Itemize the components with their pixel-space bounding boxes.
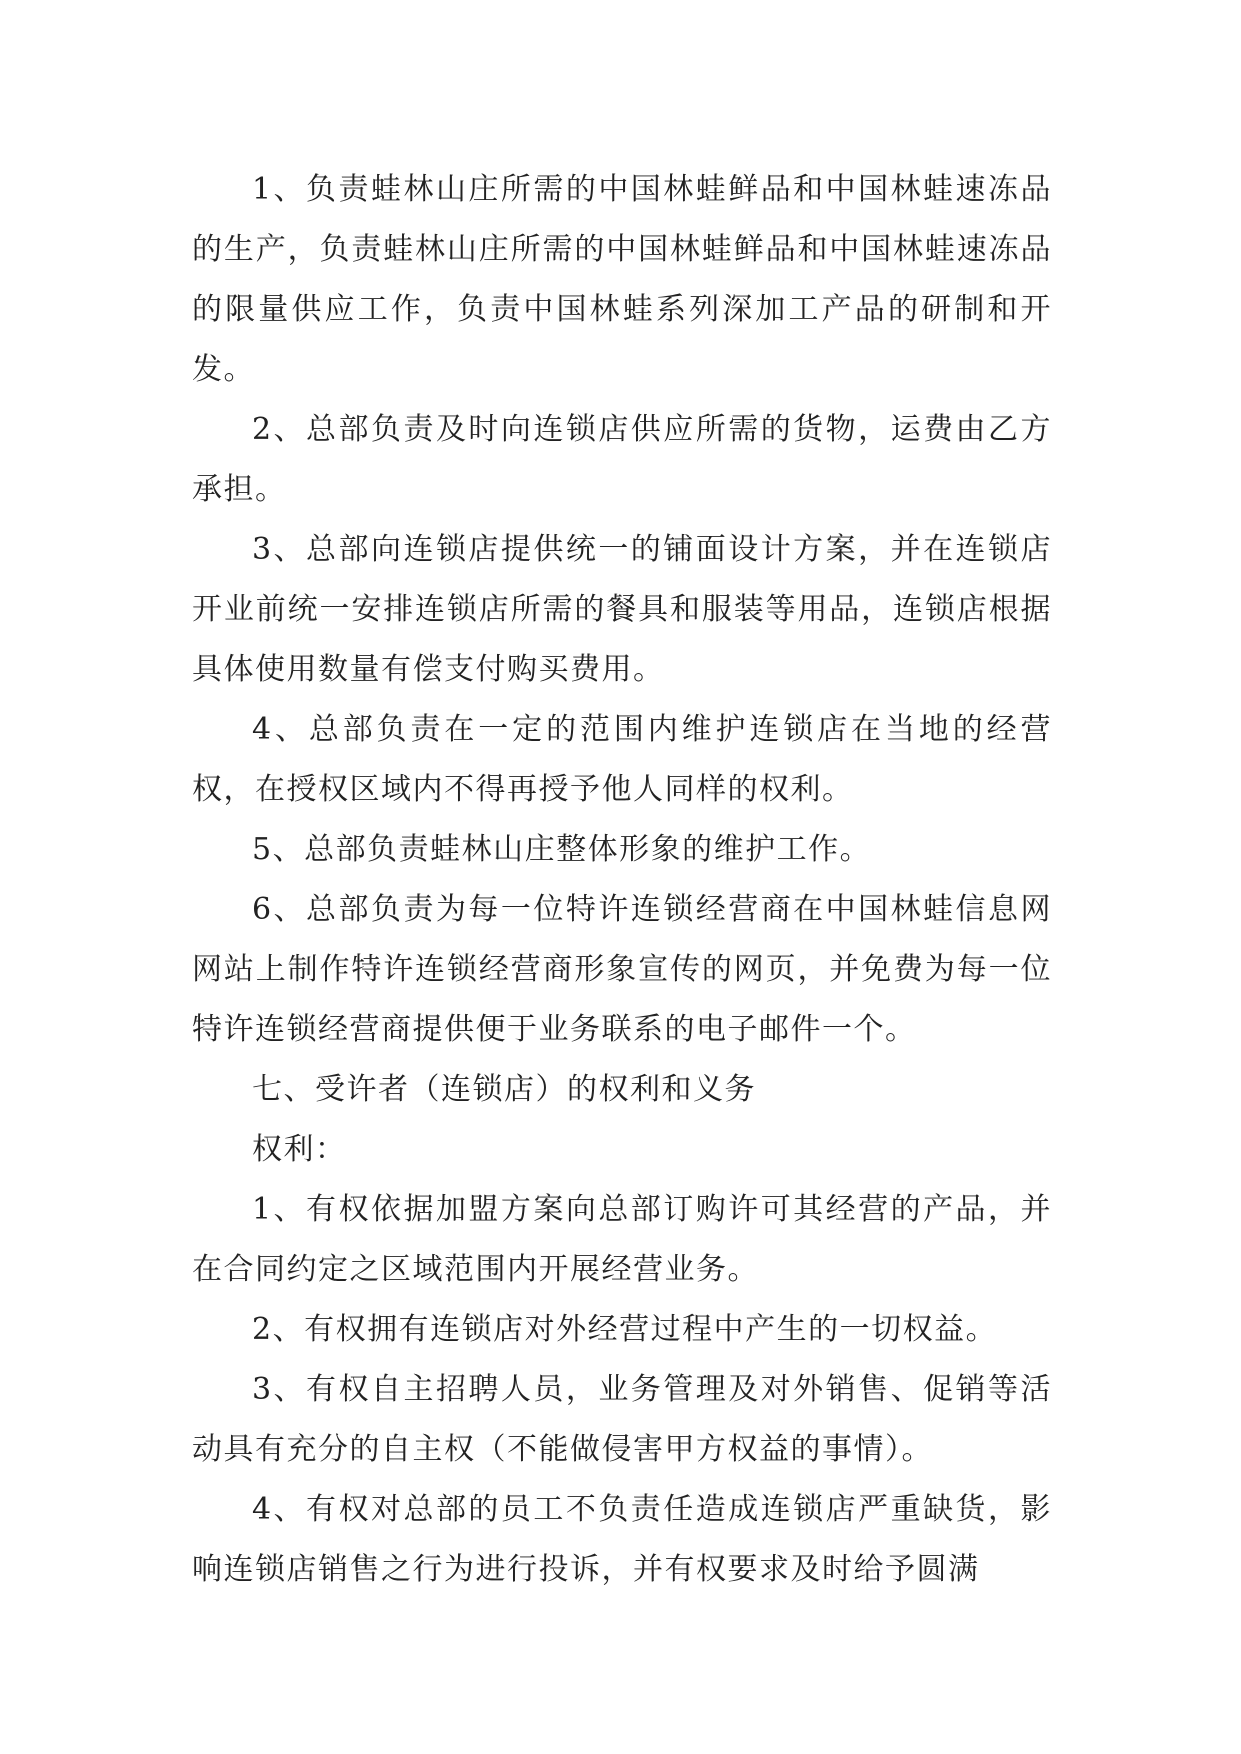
paragraph-right-4: 4、有权对总部的员工不负责任造成连锁店严重缺货，影响连锁店销售之行为进行投诉，并有权要求及时给予圆满 [192, 1492, 1052, 1587]
section-heading-licensee-rights: 七、受许者（连锁店）的权利和义务 [252, 1072, 756, 1107]
paragraph-hq-duty-6: 6、总部负责为每一位特许连锁经营商在中国林蛙信息网网站上制作特许连锁经营商形象宣传的网页，并免费为每一位特许连锁经营商提供便于业务联系的电子邮件一个。 [192, 892, 1052, 1047]
paragraph-hq-duty-5: 5、总部负责蛙林山庄整体形象的维护工作。 [252, 832, 872, 867]
paragraph-right-2: 2、有权拥有连锁店对外经营过程中产生的一切权益。 [252, 1312, 998, 1347]
paragraph-hq-duty-4: 4、总部负责在一定的范围内维护连锁店在当地的经营权，在授权区域内不得再授予他人同样的权利。 [192, 712, 1052, 807]
paragraph-right-3: 3、有权自主招聘人员，业务管理及对外销售、促销等活动具有充分的自主权（不能做侵害甲方权益的事情）。 [192, 1372, 1052, 1467]
paragraph-hq-duty-2: 2、总部负责及时向连锁店供应所需的货物，运费由乙方承担。 [192, 412, 1052, 507]
document-body [192, 160, 1052, 1600]
paragraph-hq-duty-3: 3、总部向连锁店提供统一的铺面设计方案，并在连锁店开业前统一安排连锁店所需的餐具和服装等用品，连锁店根据具体使用数量有偿支付购买费用。 [192, 532, 1052, 687]
paragraph-hq-duty-1: 1、负责蛙林山庄所需的中国林蛙鲜品和中国林蛙速冻品的生产，负责蛙林山庄所需的中国林蛙鲜品和中国林蛙速冻品的限量供应工作，负责中国林蛙系列深加工产品的研制和开发。 [192, 172, 1052, 387]
paragraph-right-1: 1、有权依据加盟方案向总部订购许可其经营的产品，并在合同约定之区域范围内开展经营业务。 [192, 1192, 1052, 1287]
subheading-rights: 权利： [252, 1132, 347, 1167]
